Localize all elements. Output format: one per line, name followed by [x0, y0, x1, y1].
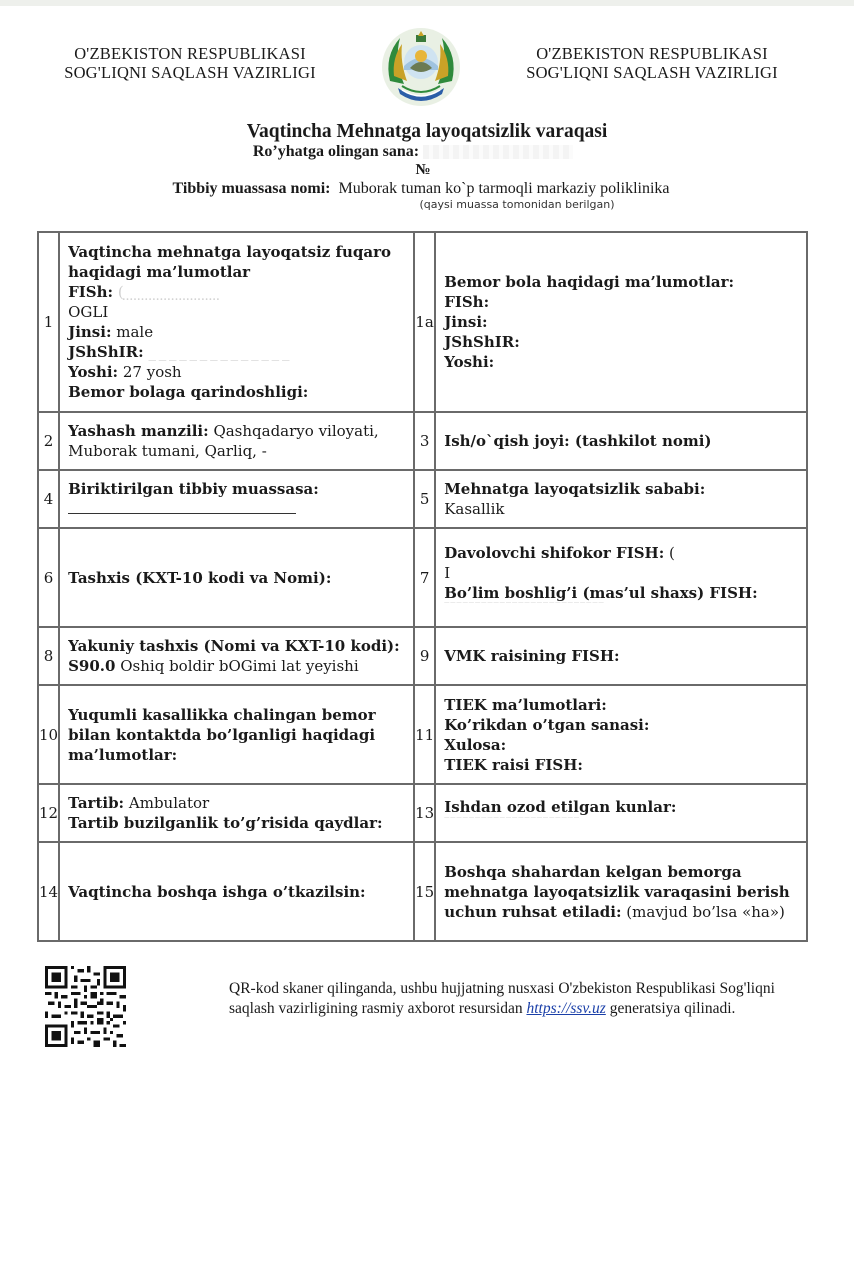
cell-number: 8: [38, 627, 59, 685]
diagnosis-label: Tashxis (KXT-10 kodi va Nomi):: [68, 568, 332, 587]
redacted-name: ( ̣ ̣ ̣ ̣ ̣ ̣ ̣ ̣ ̣ ̣ ̣ ̣ ̣ ̣ ̣ ̣ ̣ ̣ ̣ ̣ ̣ ̣ ̣ ̣ ̣ ̣: [117, 283, 221, 301]
sick-leave-table: [37, 231, 808, 942]
days-off-cell: [435, 784, 807, 842]
cell-number: 6: [38, 528, 59, 627]
tiek-cell: [435, 685, 807, 784]
table-row: [38, 627, 807, 685]
department-head-label: Bo’lim boshlig’i (mas’ul shaxs) FISH:: [444, 583, 758, 602]
patient-fish-row: [68, 282, 407, 302]
contact-label: Yuqumli kasallikka chalingan bemor bilan kontaktda bo’lganligi haqidagi ma’lumotlar:: [68, 705, 376, 764]
qr-code-icon[interactable]: [45, 966, 126, 1047]
cell-number: 1: [38, 232, 59, 412]
state-emblem-icon: [380, 26, 462, 108]
regime-row: [68, 793, 407, 813]
final-diagnosis-value: Oshiq boldir bOGimi lat yeyishi: [120, 657, 359, 675]
regime-value: Ambulator: [128, 794, 210, 812]
transfer-cell: [59, 842, 414, 941]
table-row: [38, 232, 807, 412]
doctor-value: (: [669, 543, 675, 562]
footer-text: QR-kod skaner qilinganda, ushbu hujjatning nusxasi O'zbekiston Respublikasi Sog'liqni saqlash vazirligining rasmiy axborot resursidan: [229, 980, 775, 1017]
reason-cell: [435, 470, 807, 528]
permit-cell: [435, 842, 807, 941]
ministry-line: SOG'LIQNI SAQLASH VAZIRLIGI: [526, 63, 778, 82]
vmk-cell: [435, 627, 807, 685]
patient-age-value: 27 yosh: [122, 363, 182, 381]
patient-fish-label: FISh:: [68, 283, 114, 301]
qr-footer-note: [229, 979, 819, 1019]
doctor-value-continued: I: [444, 563, 451, 582]
cell-number: 4: [38, 470, 59, 528]
institution-value: Muborak tuman ko`p tarmoqli markaziy poliklinika: [338, 180, 670, 197]
transfer-label: Vaqtincha boshqa ishga o’tkazilsin:: [68, 882, 366, 901]
cell-number: 7: [414, 528, 435, 627]
vmk-label: VMK raisining FISH:: [444, 647, 620, 665]
contact-cell: [59, 685, 414, 784]
permit-label: Boshqa shahardan kelgan bemorga mehnatga layoqatsizlik varaqasini berish uchun ruhsat etiladi:: [444, 862, 790, 921]
top-strip: [0, 0, 854, 6]
cell-number: 13: [414, 784, 435, 842]
reason-label: Mehnatga layoqatsizlik sababi:: [444, 480, 706, 498]
redacted-days: ‾ ‾ ‾ ‾ ‾ ‾ ‾ ‾ ‾ ‾ ‾ ‾ ‾ ‾ ‾ ‾ ‾ ‾ ‾ ‾ ‾ ‾: [444, 817, 578, 828]
table-row: [38, 528, 807, 627]
patient-gender-row: [68, 322, 407, 342]
doctor-label: Davolovchi shifokor FISH:: [444, 543, 665, 562]
cell-number: 14: [38, 842, 59, 941]
patient-relation-label: Bemor bolaga qarindoshligi:: [68, 383, 309, 401]
days-off-label: Ishdan ozod etilgan kunlar:: [444, 798, 677, 816]
document-number-label: №: [415, 162, 431, 178]
table-row: [38, 842, 807, 941]
institution-line: [0, 180, 848, 198]
tiek-date-label: Ko’rikdan o’tgan sanasi:: [444, 715, 650, 734]
cell-number: 2: [38, 412, 59, 470]
tiek-conclusion-label: Xulosa:: [444, 735, 507, 754]
document-title: Vaqtincha Mehnatga layoqatsizlik varaqasi: [246, 121, 608, 142]
tiek-head-label: TIEK raisi FISH:: [444, 755, 583, 774]
redacted-head-name: ‾ ‾ ‾ ‾ ‾ ‾ ‾ ‾ ‾ ‾ ‾ ‾ ‾ ‾ ‾ ‾ ‾ ‾ ‾ ‾ ‾ ‾ ‾ ‾ ‾ ‾: [444, 601, 603, 613]
tiek-label: TIEK ma’lumotlari:: [444, 695, 607, 714]
patient-info-title: Vaqtincha mehnatga layoqatsiz fuqaro haqidagi ma’lumotlar: [68, 243, 392, 281]
cell-number: 11: [414, 685, 435, 784]
footer-text-end: generatsiya qilinadi.: [609, 1000, 736, 1017]
workplace-cell: [435, 412, 807, 470]
cell-number: 10: [38, 685, 59, 784]
address-cell: [59, 412, 414, 470]
institution-label: Tibbiy muassasa nomi:: [172, 180, 331, 197]
cell-number: 12: [38, 784, 59, 842]
final-diagnosis-cell: [59, 627, 414, 685]
doctor-row: [444, 543, 800, 563]
final-diagnosis-code: S90.0: [68, 657, 116, 675]
ministry-line: O'ZBEKISTON RESPUBLIKASI: [536, 44, 768, 63]
patient-age-label: Yoshi:: [68, 363, 119, 381]
table-row: [38, 685, 807, 784]
cell-number: 9: [414, 627, 435, 685]
violation-label: Tartib buzilganlik to’g’risida qaydlar:: [68, 814, 383, 832]
workplace-label: Ish/o`qish joyi: (tashkilot nomi): [444, 432, 712, 450]
child-info-title: Bemor bola haqidagi ma’lumotlar:: [444, 273, 735, 291]
redacted-pinfl: _ _ _ _ _ _ _ _ _ _ _ _ _ _: [148, 343, 289, 361]
patient-pinfl-label: JShShIR:: [68, 343, 144, 361]
patient-age-row: [68, 362, 407, 382]
table-row: [38, 470, 807, 528]
final-diagnosis-row: [68, 656, 407, 676]
assigned-institution-label: Biriktirilgan tibbiy muassasa:: [68, 480, 319, 498]
child-info-cell: [435, 232, 807, 412]
patient-gender-label: Jinsi:: [68, 323, 112, 341]
patient-info-cell: [59, 232, 414, 412]
assigned-institution-cell: [59, 470, 414, 528]
address-label: Yashash manzili:: [68, 422, 209, 440]
cell-number: 3: [414, 412, 435, 470]
patient-fish-value: OGLI: [68, 303, 109, 321]
reason-value: Kasallik: [444, 500, 505, 518]
blank-underline: [68, 499, 296, 514]
cell-number: 15: [414, 842, 435, 941]
permit-note: (mavjud bo’lsa «ha»): [626, 902, 785, 921]
ministry-header-left: [40, 44, 340, 82]
child-fish-label: FISh:: [444, 293, 490, 311]
table-row: [38, 784, 807, 842]
cell-number: 5: [414, 470, 435, 528]
final-diagnosis-label: Yakuniy tashxis (Nomi va KXT-10 kodi):: [68, 637, 400, 655]
patient-gender-value: male: [116, 323, 154, 341]
regime-cell: [59, 784, 414, 842]
registration-date-label: Ro’yhatga olingan sana:: [252, 143, 420, 160]
address-value: Qashqadaryo viloyati, Muborak tumani, Qarliq, -: [68, 422, 379, 460]
ministry-header-right: [502, 44, 802, 82]
ministry-line: SOG'LIQNI SAQLASH VAZIRLIGI: [64, 63, 316, 82]
child-gender-label: Jinsi:: [444, 313, 488, 331]
cell-number: 1a: [414, 232, 435, 412]
child-pinfl-label: JShShIR:: [444, 333, 520, 351]
regime-label: Tartib:: [68, 794, 125, 812]
ministry-link[interactable]: https://ssv.uz: [526, 1000, 606, 1017]
ministry-line: O'ZBEKISTON RESPUBLIKASI: [74, 44, 306, 63]
registration-date-line: [0, 143, 840, 161]
redacted-date: [423, 145, 573, 159]
child-age-label: Yoshi:: [444, 353, 495, 371]
table-row: [38, 412, 807, 470]
doctor-cell: [435, 528, 807, 627]
institution-note: (qaysi muassa tomonidan berilgan): [419, 198, 615, 211]
patient-pinfl-row: [68, 342, 407, 362]
diagnosis-cell: [59, 528, 414, 627]
